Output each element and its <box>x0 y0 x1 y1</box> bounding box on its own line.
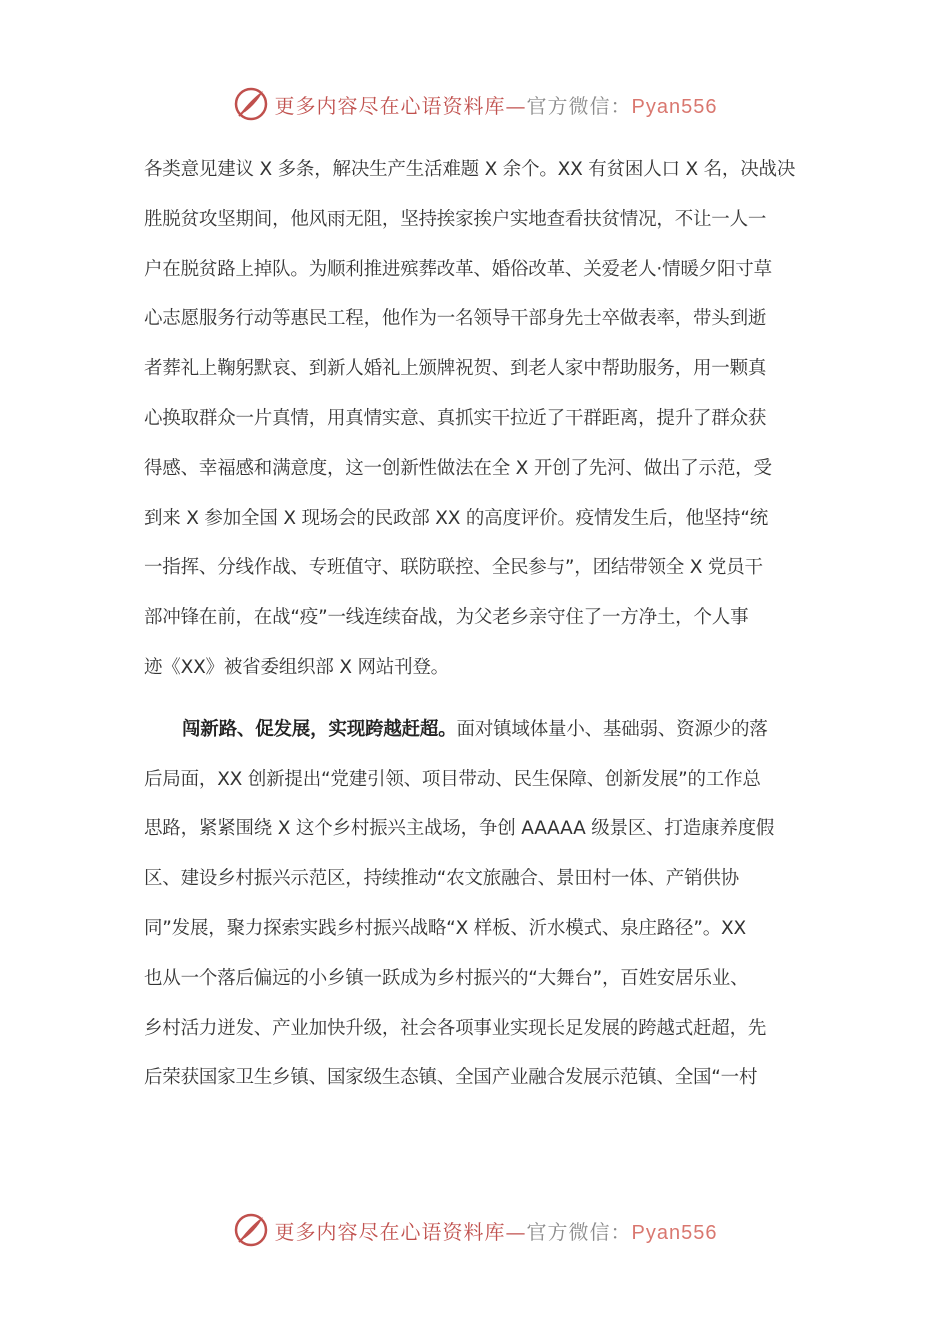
text-line: 一指挥、分线作战、专班值守、联防联控、全民参与”，团结带领全 X 党员干 <box>144 557 763 579</box>
watermark-wechat-id: Pyan556 <box>631 1221 718 1244</box>
paragraph-gap <box>144 693 806 705</box>
paragraph-1 <box>144 145 806 693</box>
text-line: 后局面，XX 创新提出“党建引领、项目带动、民生保障、创新发展”的工作总 <box>144 768 761 790</box>
watermark-wechat-id: Pyan556 <box>631 95 718 118</box>
text-line: 思路，紧紧围绕 X 这个乡村振兴主战场，争创 AAAAA 级景区、打造康养度假 <box>144 818 775 840</box>
text-line: 乡村活力迸发、产业加快升级，社会各项事业实现长足发展的跨越式赶超，先 <box>144 1017 767 1039</box>
text-line: 者葬礼上鞠躬默哀、到新人婚礼上颁牌祝贺、到老人家中帮助服务，用一颗真 <box>144 358 767 380</box>
watermark-dash: — <box>505 93 527 118</box>
text-line: 心志愿服务行动等惠民工程，他作为一名领导干部身先士卒做表率，带头到逝 <box>144 308 767 330</box>
text-line: 迹《XX》被省委组织部 X 网站刊登。 <box>144 656 449 678</box>
text-line-first <box>144 705 806 755</box>
footer-watermark <box>0 1210 950 1250</box>
watermark-dash: — <box>505 1219 527 1244</box>
watermark-main: 更多内容尽在心语资料库 <box>274 1219 506 1244</box>
text-line: 部冲锋在前，在战“疫”一线连续奋战，为父老乡亲守住了一方净土，个人事 <box>144 607 749 629</box>
watermark-wechat-label: 官方微信： <box>526 1219 632 1244</box>
header-watermark <box>0 84 950 124</box>
text-line: 户在脱贫路上掉队。为顺利推进殡葬改革、婚俗改革、关爱老人·情暖夕阳寸草 <box>144 258 772 280</box>
watermark-text <box>275 1216 718 1245</box>
text-line: 心换取群众一片真情，用真情实意、真抓实干拉近了干群距离，提升了群众获 <box>144 407 767 429</box>
document-body <box>144 145 806 1103</box>
watermark-main: 更多内容尽在心语资料库 <box>274 93 506 118</box>
watermark-text <box>275 90 718 119</box>
text-line: 到来 X 参加全国 X 现场会的民政部 XX 的高度评价。疫情发生后，他坚持“统 <box>144 507 769 529</box>
text-line: 后荣获国家卫生乡镇、国家级生态镇、全国产业融合发展示范镇、全国“一村 <box>144 1067 758 1089</box>
text-line: 区、建设乡村振兴示范区，持续推动“农文旅融合、景田村一体、产销供协 <box>144 868 739 890</box>
quill-pen-logo-icon <box>233 86 269 122</box>
section-heading: 闯新路、促发展，实现跨越赶超。 <box>182 718 457 740</box>
text-line: 得感、幸福感和满意度，这一创新性做法在全 X 开创了先河、做出了示范，受 <box>144 457 772 479</box>
quill-pen-logo-icon <box>233 1212 269 1248</box>
watermark-wechat-label: 官方微信： <box>526 93 632 118</box>
text-run: 面对镇域体量小、基础弱、资源少的落 <box>456 718 768 740</box>
text-line: 同”发展，聚力探索实践乡村振兴战略“X 样板、沂水模式、泉庄路径”。XX <box>144 917 746 939</box>
text-line: 胜脱贫攻坚期间，他风雨无阻，坚持挨家挨户实地查看扶贫情况，不让一人一 <box>144 208 767 230</box>
text-line: 也从一个落后偏远的小乡镇一跃成为乡村振兴的“大舞台”，百姓安居乐业、 <box>144 967 749 989</box>
paragraph-2 <box>144 705 806 1103</box>
text-line: 各类意见建议 X 多条，解决生产生活难题 X 余个。XX 有贫困人口 X 名，决战决 <box>144 159 796 180</box>
